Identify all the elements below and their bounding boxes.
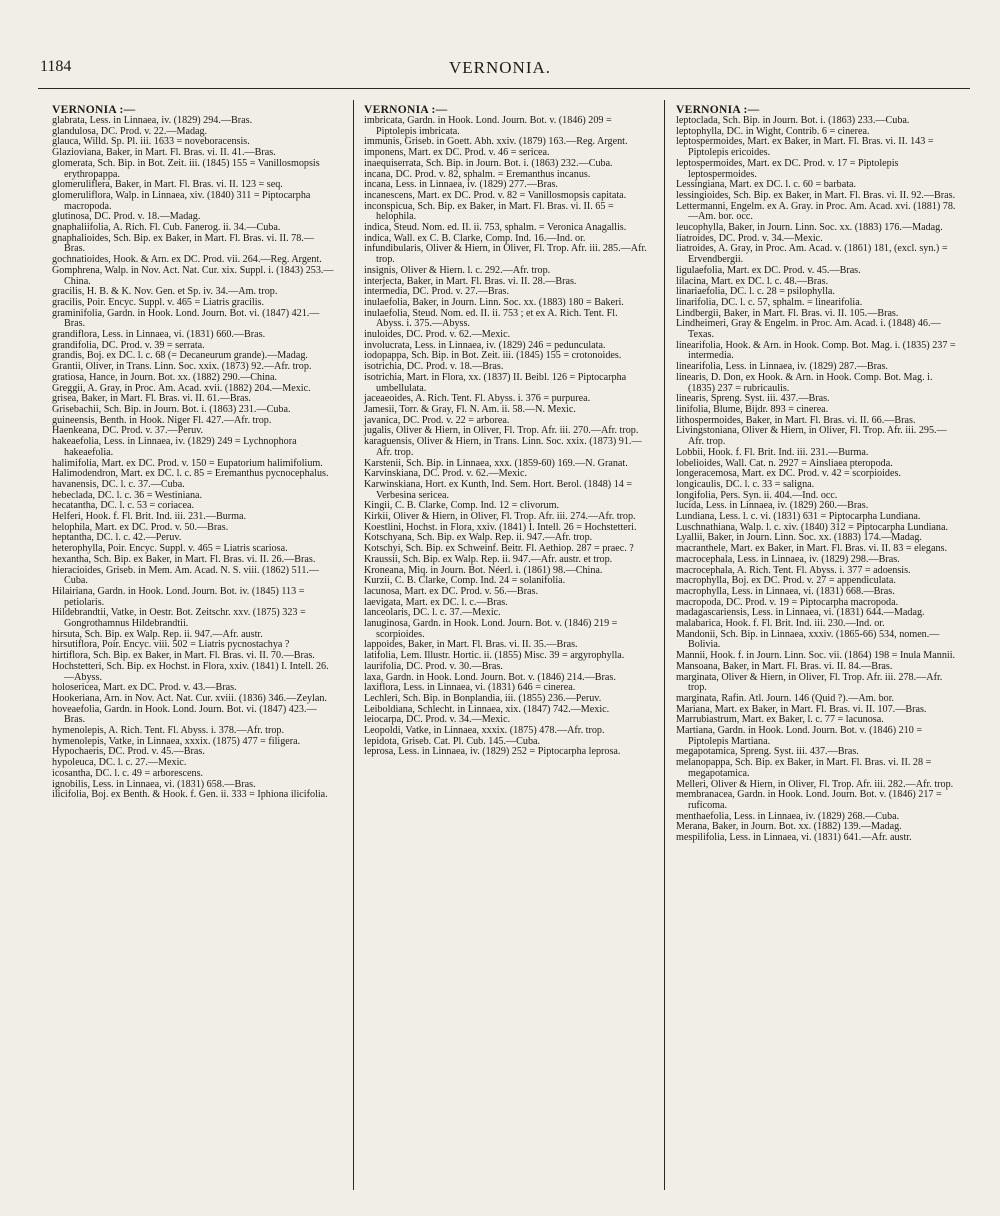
index-entry: havanensis, DC. l. c. 37.—Cuba. bbox=[52, 478, 185, 490]
index-entry: heterophylla, Poir. Encyc. Suppl. v. 465 = Liatris scariosa. bbox=[52, 543, 288, 555]
index-entry: hirtiflora, Sch. Bip. ex Baker, in Mart. Fl. Bras. vi. II. 70.—Bras. bbox=[52, 650, 315, 662]
index-entry: grandis, Boj. ex DC. l. c. 68 (= Decaneurum grande).—Madag. bbox=[52, 350, 308, 362]
index-entry: leucophylla, Baker, in Journ. Linn. Soc. xx. (1883) 176.—Madag. bbox=[676, 222, 943, 234]
index-entry: gracilis, H. B. & K. Nov. Gen. et Sp. iv. 34.—Am. trop. bbox=[52, 286, 278, 298]
index-entry: Greggii, A. Gray, in Proc. Am. Acad. xvii. (1882) 204.—Mexic. bbox=[52, 382, 311, 394]
index-entry: Melleri, Oliver & Hiern, in Oliver, Fl. Trop. Afr. iii. 282.—Afr. trop. bbox=[676, 778, 954, 790]
index-entry: helophila, Mart. ex DC. Prod. v. 50.—Bras. bbox=[52, 521, 229, 533]
column-1 bbox=[52, 104, 335, 801]
index-entry: leptospermoides, Mart. ex DC. Prod. v. 17 = Piptolepis leptospermoides. bbox=[676, 157, 899, 180]
index-entry: inconspicua, Sch. Bip. ex Baker, in Mart. Fl. Bras. vi. II. 65 = helophila. bbox=[364, 200, 614, 223]
index-entry: lacunosa, Mart. ex DC. Prod. v. 56.—Bras. bbox=[364, 585, 538, 597]
index-entry: lappoides, Baker, in Mart. Fl. Bras. vi. II. 35.—Bras. bbox=[364, 639, 578, 651]
index-entry: Mannii, Hook. f. in Journ. Linn. Soc. vii. (1864) 198 = Inula Mannii. bbox=[676, 650, 956, 662]
index-entry: Leopoldi, Vatke, in Linnaea, xxxix. (1875) 478.—Afr. trop. bbox=[364, 725, 605, 737]
index-entry: hypoleuca, DC. l. c. 27.—Mexic. bbox=[52, 757, 187, 769]
index-entry: laxiflora, Less. in Linnaea, vi. (1831) 646 = cinerea. bbox=[364, 682, 576, 694]
index-entry: Karwinskiana, Hort. ex Kunth, Ind. Sem. Hort. Berol. (1848) 14 = Verbesina sericea. bbox=[364, 478, 633, 501]
index-entry: hymenolepis, A. Rich. Tent. Fl. Abyss. i. 378.—Afr. trop. bbox=[52, 725, 284, 737]
index-entry: Marrubiastrum, Mart. ex Baker, l. c. 77 = lacunosa. bbox=[676, 714, 884, 726]
index-entry: glauca, Willd. Sp. Pl. iii. 1633 = noveboracensis. bbox=[52, 136, 250, 148]
index-entry: Lindbergii, Baker, in Mart. Fl. Bras. vi. II. 105.—Bras. bbox=[676, 307, 899, 319]
index-entry: macrophylla, Less. in Linnaea, vi. (1831) 668.—Bras. bbox=[676, 585, 895, 597]
index-entry: Hookeriana, Arn. in Nov. Act. Nat. Cur. xviii. (1836) 346.—Zeylan. bbox=[52, 692, 327, 704]
index-entry: leptospermoides, Mart. ex Baker, in Mart. Fl. Bras. vi. II. 143 = Piptolepis ericoides. bbox=[676, 136, 934, 159]
index-entry: grisea, Baker, in Mart. Fl. Bras. vi. II. 61.—Bras. bbox=[52, 393, 251, 405]
index-entry: Martiana, Gardn. in Hook. Lond. Journ. Bot. v. (1846) 210 = Piptolepis Martiana. bbox=[676, 725, 923, 747]
index-entry: Kirkii, Oliver & Hiern, in Oliver, Fl. Trop. Afr. iii. 274.—Afr. trop. bbox=[364, 511, 636, 523]
index-entry: ilicifolia, Boj. ex Benth. & Hook. f. Gen. ii. 333 = Iphiona ilicifolia. bbox=[52, 789, 328, 801]
index-entry: inuloides, DC. Prod. v. 62.—Mexic. bbox=[364, 329, 511, 341]
index-entry: lilacina, Mart. ex DC. l. c. 48.—Bras. bbox=[676, 275, 829, 287]
column-divider bbox=[353, 100, 354, 1190]
index-entry: leptophylla, DC. in Wight, Contrib. 6 = cinerea. bbox=[676, 125, 870, 137]
index-entry: gochnatioides, Hook. & Arn. ex DC. Prod. vii. 264.—Reg. Argent. bbox=[52, 254, 322, 266]
index-entry: menthaefolia, Less. in Linnaea, iv. (1829) 268.—Cuba. bbox=[676, 810, 900, 822]
index-entry: inaequiserrata, Sch. Bip. in Journ. Bot. i. (1863) 232.—Cuba. bbox=[364, 157, 613, 169]
index-entry: incanescens, Mart. ex DC. Prod. v. 82 = Vanillosmopsis capitata. bbox=[364, 189, 627, 201]
index-entry: Hildebrandtii, Vatke, in Oestr. Bot. Zeitschr. xxv. (1875) 323 = Gongrothamnus Hildebrandtii. bbox=[52, 607, 306, 630]
header-rule bbox=[38, 88, 970, 89]
index-entry: macranthele, Mart. ex Baker, in Mart. Fl. Bras. vi. II. 83 = elegans. bbox=[676, 543, 948, 555]
index-entry: macrocephala, Less. in Linnaea, iv. (1829) 298.—Bras. bbox=[676, 553, 900, 565]
genus-heading: VERNONIA :— bbox=[52, 104, 136, 116]
index-entry: lithospermoides, Baker, in Mart. Fl. Bras. vi. II. 66.—Bras. bbox=[676, 414, 916, 426]
index-entry: heptantha, DC. l. c. 42.—Peruv. bbox=[52, 532, 182, 544]
index-entry: Luschnathiana, Walp. l. c. xiv. (1840) 312 = Piptocarpha Lundiana. bbox=[676, 521, 949, 533]
index-entry: Grisebachii, Sch. Bip. in Journ. Bot. i. (1863) 231.—Cuba. bbox=[52, 403, 291, 415]
index-entry: hexantha, Sch. Bip. ex Baker, in Mart. Fl. Bras. vi. II. 26.—Bras. bbox=[52, 553, 316, 565]
index-entry: guineensis, Benth. in Hook. Niger Fl. 427.—Afr. trop. bbox=[52, 414, 272, 426]
index-entry: Glazioviana, Baker, in Mart. Fl. Bras. vi. II. 41.—Bras. bbox=[52, 147, 276, 159]
index-entry: grandifolia, DC. Prod. v. 39 = serrata. bbox=[52, 339, 205, 351]
index-entry: lessingioides, Sch. Bip. ex Baker, in Mart. Fl. Bras. vi. II. 92.—Bras. bbox=[676, 189, 956, 201]
index-entry: Lobbii, Hook. f. Fl. Brit. Ind. iii. 231.—Burma. bbox=[676, 446, 869, 458]
index-entry: gratiosa, Hance, in Journ. Bot. xx. (1882) 290.—China. bbox=[52, 371, 277, 383]
index-entry: linariaefolia, DC. l. c. 28 = psilophylla. bbox=[676, 286, 835, 298]
index-entry: longeracemosa, Mart. ex DC. Prod. v. 42 = scorpioides. bbox=[676, 468, 901, 480]
index-entry: Kingii, C. B. Clarke, Comp. Ind. 12 = clivorum. bbox=[364, 500, 559, 512]
index-entry: marginata, Rafin. Atl. Journ. 146 (Quid ?).—Am. bor. bbox=[676, 692, 895, 704]
index-entry: hecatantha, DC. l. c. 53 = coriacea. bbox=[52, 500, 195, 512]
index-entry: immunis, Griseb. in Goett. Abh. xxiv. (1879) 163.—Reg. Argent. bbox=[364, 136, 628, 148]
index-entry: hebeclada, DC. l. c. 36 = Westiniana. bbox=[52, 489, 203, 501]
index-entry: liatroides, DC. Prod. v. 34.—Mexic. bbox=[676, 232, 823, 244]
index-entry: inulaefolia, Steud. Nom. ed. II. ii. 753 ; et ex A. Rich. Tent. Fl. Abyss. i. 375.—Abyss. bbox=[364, 307, 618, 330]
index-entry: Haenkeana, DC. Prod. v. 37.—Peruv. bbox=[52, 425, 204, 437]
index-entry: Karstenii, Sch. Bip. in Linnaea, xxx. (1859-60) 169.—N. Granat. bbox=[364, 457, 628, 469]
index-entry: linearis, D. Don, ex Hook. & Arn. in Hook. Comp. Bot. Mag. i. (1835) 237 = rubricaulis. bbox=[676, 371, 933, 394]
index-entry: jugalis, Oliver & Hiern, in Oliver, Fl. Trop. Afr. iii. 270.—Afr. trop. bbox=[364, 425, 639, 437]
index-entry: hirsutiflora, Poir. Encyc. viii. 502 = Liatris pycnostachya ? bbox=[52, 639, 290, 651]
index-entry: hirsuta, Sch. Bip. ex Walp. Rep. ii. 947.—Afr. austr. bbox=[52, 628, 263, 640]
index-entry: icosantha, DC. l. c. 49 = arborescens. bbox=[52, 767, 204, 779]
index-entry: inulaefolia, Baker, in Journ. Linn. Soc. xx. (1883) 180 = Bakeri. bbox=[364, 296, 624, 308]
column-3 bbox=[676, 104, 959, 844]
index-entry: gnaphaliifolia, A. Rich. Fl. Cub. Fanerog. ii. 34.—Cuba. bbox=[52, 222, 281, 234]
index-entry: marginata, Oliver & Hiern, in Oliver, Fl. Trop. Afr. iii. 278.—Afr. trop. bbox=[676, 671, 943, 694]
index-entry: Lindheimeri, Gray & Engelm. in Proc. Am. Acad. i. (1848) 46.—Texas. bbox=[676, 318, 941, 341]
index-entry: Lechleri, Sch. Bip. in Bonplandia, iii. (1855) 236.—Peruv. bbox=[364, 692, 602, 704]
index-entry: leiocarpa, DC. Prod. v. 34.—Mexic. bbox=[364, 714, 511, 726]
index-entry: Kotschyana, Sch. Bip. ex Walp. Rep. ii. 947.—Afr. trop. bbox=[364, 532, 593, 544]
index-entry: ignobilis, Less. in Linnaea, vi. (1831) 658.—Bras. bbox=[52, 778, 256, 790]
index-entry: Mandonii, Sch. Bip. in Linnaea, xxxiv. (1865-66) 534, nomen.—Bolivia. bbox=[676, 628, 940, 651]
index-entry: latifolia, Lem. Illustr. Hortic. ii. (1855) Misc. 39 = argyrophylla. bbox=[364, 650, 625, 662]
column-2 bbox=[364, 104, 647, 758]
index-entry: mespilifolia, Less. in Linnaea, vi. (1831) 641.—Afr. austr. bbox=[676, 832, 912, 844]
index-entry: lucida, Less. in Linnaea, iv. (1829) 260.—Bras. bbox=[676, 500, 869, 512]
index-entry: Helferi, Hook. f. Fl. Brit. Ind. iii. 231.—Burma. bbox=[52, 511, 247, 523]
index-entry: laxa, Gardn. in Hook. Lond. Journ. Bot. v. (1846) 214.—Bras. bbox=[364, 671, 616, 683]
index-entry: indica, Steud. Nom. ed. II. ii. 753, sphalm. = Veronica Anagallis. bbox=[364, 222, 627, 234]
index-entry: hieracioides, Griseb. in Mem. Am. Acad. N. S. viii. (1862) 511.—Cuba. bbox=[52, 564, 320, 587]
index-entry: Lundiana, Less. l. c. vi. (1831) 631 = Piptocarpha Lundiana. bbox=[676, 511, 921, 523]
index-entry: Lettermanni, Engelm. ex A. Gray. in Proc. Am. Acad. xvi. (1881) 78.—Am. bor. occ. bbox=[676, 200, 956, 223]
index-entry: halimifolia, Mart. ex DC. Prod. v. 150 = Eupatorium halimifolium. bbox=[52, 457, 323, 469]
index-entry: isotrichia, DC. Prod. v. 18.—Bras. bbox=[364, 361, 504, 373]
index-entry: javanica, DC. Prod. v. 22 = arborea. bbox=[364, 414, 510, 426]
page-number: 1184 bbox=[40, 58, 72, 75]
index-entry: megapotamica, Spreng. Syst. iii. 437.—Bras. bbox=[676, 746, 859, 758]
index-entry: madagascariensis, Less. in Linnaea, vi. (1831) 644.—Madag. bbox=[676, 607, 925, 619]
index-entry: longifolia, Pers. Syn. ii. 404.—Ind. occ. bbox=[676, 489, 838, 501]
index-entry: Lyallii, Baker, in Journ. Linn. Soc. xx. (1883) 174.—Madag. bbox=[676, 532, 922, 544]
entry-list bbox=[364, 116, 647, 758]
index-entry: melanopappa, Sch. Bip. ex Baker, in Mart. Fl. Bras. vi. II. 28 = megapotamica. bbox=[676, 757, 932, 779]
index-entry: gracilis, Poir. Encyc. Suppl. v. 465 = Liatris gracilis. bbox=[52, 296, 265, 308]
index-entry: Jamesii, Torr. & Gray, Fl. N. Am. ii. 58.—N. Mexic. bbox=[364, 403, 576, 415]
index-entry: leprosa, Less. in Linnaea, iv. (1829) 252 = Piptocarpha leprosa. bbox=[364, 746, 621, 758]
index-entry: malabarica, Hook. f. Fl. Brit. Ind. iii. 230.—Ind. or. bbox=[676, 618, 885, 630]
index-entry: indica, Wall. ex C. B. Clarke, Comp. Ind. 16.—Ind. or. bbox=[364, 232, 586, 244]
index-entry: glomerata, Sch. Bip. in Bot. Zeit. iii. (1845) 155 = Vanillosmopsis erythropappa. bbox=[52, 157, 320, 180]
index-entry: linarifolia, DC. l. c. 57, sphalm. = linearifolia. bbox=[676, 296, 863, 308]
index-entry: macropoda, DC. Prod. v. 19 = Piptocarpha macropoda. bbox=[676, 596, 899, 608]
index-entry: longicaulis, DC. l. c. 33 = saligna. bbox=[676, 478, 815, 490]
index-entry: Livingstoniana, Oliver & Hiern, in Oliver, Fl. Trop. Afr. iii. 295.—Afr. trop. bbox=[676, 425, 947, 448]
index-entry: Leiboldiana, Schlecht. in Linnaea, xix. (1847) 742.—Mexic. bbox=[364, 703, 610, 715]
index-entry: glabrata, Less. in Linnaea, iv. (1829) 294.—Bras. bbox=[52, 115, 253, 126]
index-entry: hymenolepis, Vatke, in Linnaea, xxxix. (1875) 477 = filigera. bbox=[52, 735, 301, 747]
index-entry: interjecta, Baker, in Mart. Fl. Bras. vi. II. 28.—Bras. bbox=[364, 275, 577, 287]
running-head: VERNONIA. bbox=[448, 58, 552, 77]
index-entry: Lessingiana, Mart. ex DC. l. c. 60 = barbata. bbox=[676, 179, 857, 191]
index-entry: lanuginosa, Gardn. in Hook. Lond. Journ. Bot. v. (1846) 219 = scorpioides. bbox=[364, 618, 618, 640]
index-entry: Grantii, Oliver, in Trans. Linn. Soc. xxix. (1873) 92.—Afr. trop. bbox=[52, 361, 312, 373]
index-entry: glutinosa, DC. Prod. v. 18.—Madag. bbox=[52, 211, 201, 223]
genus-heading: VERNONIA :— bbox=[676, 104, 760, 116]
index-entry: laurifolia, DC. Prod. v. 30.—Bras. bbox=[364, 660, 503, 672]
index-entry: jaceaeoides, A. Rich. Tent. Fl. Abyss. i. 376 = purpurea. bbox=[364, 393, 591, 405]
index-entry: macrocephala, A. Rich. Tent. Fl. Abyss. i. 377 = adoensis. bbox=[676, 564, 911, 576]
index-entry: Merana, Baker, in Journ. Bot. xx. (1882) 139.—Madag. bbox=[676, 821, 902, 833]
index-entry: Mariana, Mart. ex Baker, in Mart. Fl. Bras. vi. II. 107.—Bras. bbox=[676, 703, 927, 715]
index-entry: holosericea, Mart. ex DC. Prod. v. 43.—Bras. bbox=[52, 682, 237, 694]
index-entry: graminifolia, Gardn. in Hook. Lond. Journ. Bot. vi. (1847) 421.—Bras. bbox=[52, 307, 320, 330]
index-entry: imponens, Mart. ex DC. Prod. v. 46 = sericea. bbox=[364, 147, 550, 159]
index-entry: leptoclada, Sch. Bip. in Journ. Bot. i. (1863) 233.—Cuba. bbox=[676, 115, 910, 126]
index-entry: macrophylla, Boj. ex DC. Prod. v. 27 = appendiculata. bbox=[676, 575, 896, 587]
index-entry: Hypochaeris, DC. Prod. v. 45.—Bras. bbox=[52, 746, 205, 758]
index-entry: linearis, Spreng. Syst. iii. 437.—Bras. bbox=[676, 393, 830, 405]
index-entry: Kraussii, Sch. Bip. ex Walp. Rep. ii. 947.—Afr. austr. et trop. bbox=[364, 553, 613, 565]
index-entry: Koestlini, Hochst. in Flora, xxiv. (1841) I. Intell. 26 = Hochstetteri. bbox=[364, 521, 637, 533]
index-entry: lobelioides, Wall. Cat. n. 2927 = Ainsliaea pteropoda. bbox=[676, 457, 893, 469]
index-entry: glomeruliflera, Baker, in Mart. Fl. Bras. vi. II. 123 = seq. bbox=[52, 179, 283, 191]
index-entry: gnaphalioides, Sch. Bip. ex Baker, in Mart. Fl. Bras. vi. II. 78.—Bras. bbox=[52, 232, 314, 255]
index-entry: ligulaefolia, Mart. ex DC. Prod. v. 45.—Bras. bbox=[676, 264, 861, 276]
index-entry: lanceolaris, DC. l. c. 37.—Mexic. bbox=[364, 607, 501, 619]
index-entry: Hilairiana, Gardn. in Hook. Lond. Journ. Bot. iv. (1845) 113 = petiolaris. bbox=[52, 585, 305, 608]
index-entry: glomeruliflora, Walp. in Linnaea, xiv. (1840) 311 = Piptocarpha macropoda. bbox=[52, 189, 311, 212]
index-entry: Hochstetteri, Sch. Bip. ex Hochst. in Flora, xxiv. (1841) I. Intell. 26.—Abyss. bbox=[52, 660, 329, 683]
index-entry: iodopappa, Sch. Bip. in Bot. Zeit. iii. (1845) 155 = crotonoides. bbox=[364, 350, 622, 362]
index-entry: Karvinskiana, DC. Prod. v. 62.—Mexic. bbox=[364, 468, 528, 480]
index-entry: hoveaefolia, Gardn. in Hook. Lond. Journ. Bot. vi. (1847) 423.—Bras. bbox=[52, 703, 317, 726]
index-entry: insignis, Oliver & Hiern. l. c. 292.—Afr. trop. bbox=[364, 264, 551, 276]
entry-list bbox=[52, 116, 335, 801]
index-entry: involucrata, Less. in Linnaea, iv. (1829) 246 = pedunculata. bbox=[364, 339, 606, 351]
index-entry: hakeaefolia, Less. in Linnaea, iv. (1829) 249 = Lychnophora hakeaefolia. bbox=[52, 436, 297, 458]
index-entry: infundibularis, Oliver & Hiern, in Oliver, Fl. Trop. Afr. iii. 285.—Afr. trop. bbox=[364, 243, 647, 266]
index-entry: Gomphrena, Walp. in Nov. Act. Nat. Cur. xix. Suppl. i. (1843) 253.—China. bbox=[52, 264, 334, 287]
index-entry: lepidota, Griseb. Cat. Pl. Cub. 145.—Cuba. bbox=[364, 735, 541, 747]
index-entry: Halimodendron, Mart. ex DC. l. c. 85 = Eremanthus pycnocephalus. bbox=[52, 468, 329, 480]
index-entry: laevigata, Mart. ex DC. l. c.—Bras. bbox=[364, 596, 508, 608]
index-entry: membranacea, Gardn. in Hook. Lond. Journ. Bot. v. (1846) 217 = ruficoma. bbox=[676, 789, 942, 811]
index-entry: linearifolia, Less. in Linnaea, iv. (1829) 287.—Bras. bbox=[676, 361, 888, 373]
index-entry: grandiflora, Less. in Linnaea, vi. (1831) 660.—Bras. bbox=[52, 329, 266, 341]
index-entry: Kurzii, C. B. Clarke, Comp. Ind. 24 = solanifolia. bbox=[364, 575, 566, 587]
genus-heading: VERNONIA :— bbox=[364, 104, 448, 116]
index-entry: intermedia, DC. Prod. v. 27.—Bras. bbox=[364, 286, 510, 298]
index-entry: Kotschyi, Sch. Bip. ex Schweinf. Beitr. Fl. Aethiop. 287 = praec. ? bbox=[364, 543, 634, 555]
index-entry: imbricata, Gardn. in Hook. Lond. Journ. Bot. v. (1846) 209 = Piptolepis imbricata. bbox=[364, 115, 612, 137]
index-entry: Mansoana, Baker, in Mart. Fl. Bras. vi. II. 84.—Bras. bbox=[676, 660, 893, 672]
index-entry: karaguensis, Oliver & Hiern, in Trans. Linn. Soc. xxix. (1873) 91.—Afr. trop. bbox=[364, 436, 642, 458]
index-entry: liatroides, A. Gray, in Proc. Am. Acad. v. (1861) 181, (excl. syn.) = Ervendbergii. bbox=[676, 243, 948, 266]
index-entry: linearifolia, Hook. & Arn. in Hook. Comp. Bot. Mag. i. (1835) 237 = intermedia. bbox=[676, 339, 956, 362]
entry-list bbox=[676, 116, 959, 844]
index-entry: glandulosa, DC. Prod. v. 22.—Madag. bbox=[52, 125, 208, 137]
column-divider bbox=[664, 100, 665, 1190]
index-entry: incana, Less. in Linnaea, iv. (1829) 277.—Bras. bbox=[364, 179, 558, 191]
index-entry: incana, DC. Prod. v. 82, sphalm. = Eremanthus incanus. bbox=[364, 168, 591, 180]
index-entry: linifolia, Blume, Bijdr. 893 = cinerea. bbox=[676, 403, 829, 415]
index-entry: Kroneana, Miq. in Journ. Bot. Néerl. i. (1861) 98.—China. bbox=[364, 564, 603, 576]
index-entry: isotrichia, Mart. in Flora, xx. (1837) II. Beibl. 126 = Piptocarpha umbellulata. bbox=[364, 371, 627, 394]
